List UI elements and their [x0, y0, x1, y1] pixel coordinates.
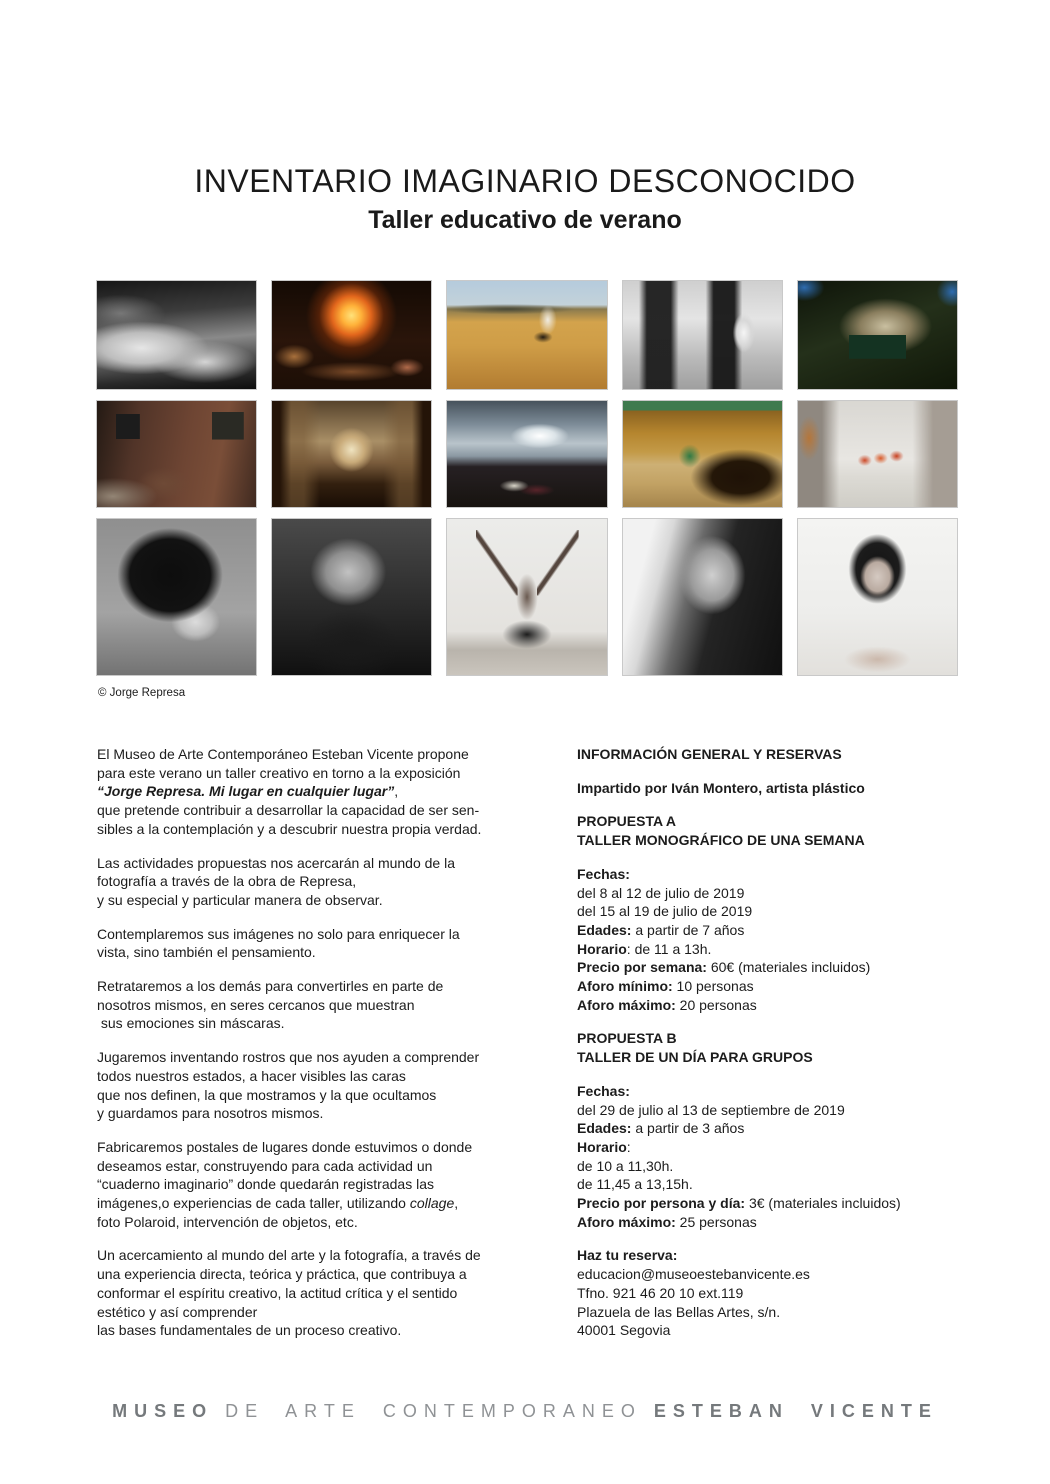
paragraph: [97, 925, 562, 962]
text-line: Impartido por Iván Montero, artista plástico: [577, 779, 865, 796]
footer-museo: MUSEO: [112, 1401, 214, 1421]
info-block: [577, 1082, 987, 1232]
photo-elder: [622, 518, 783, 676]
text-line: INFORMACIÓN GENERAL Y RESERVAS: [577, 746, 842, 762]
text-line: fotografía a través de la obra de Represa,: [97, 873, 357, 890]
text-line: Retrataremos a los demás para convertirles en parte de: [97, 978, 444, 995]
info-block: [577, 812, 987, 849]
text-line: del 29 de julio al 13 de septiembre de 2019: [577, 1101, 845, 1118]
text-line: Edades: a partir de 3 años: [577, 1120, 745, 1137]
text-line: conformar el espíritu creativo, la actitud crítica y el sentido: [97, 1284, 458, 1301]
text-line: estético y así comprender: [97, 1303, 258, 1320]
text-line: Plazuela de las Bellas Artes, s/n.: [577, 1303, 781, 1320]
text-line: Jugaremos inventando rostros que nos ayuden a comprender: [97, 1049, 480, 1066]
text-line: educacion@museoestebanvicente.es: [577, 1266, 810, 1283]
text-line: una experiencia directa, teórica y práctica, que contribuya a: [97, 1266, 467, 1283]
text-line: que pretende contribuir a desarrollar la capacidad de ser sen-: [97, 802, 480, 819]
text-line: Horario: de 11 a 13h.: [577, 940, 712, 957]
text-line: “cuaderno imaginario” donde quedarán registradas las: [97, 1176, 434, 1193]
gallery-row-2: [96, 400, 958, 508]
text-line: todos nuestros estados, a hacer visibles las caras: [97, 1067, 406, 1084]
photo-wall: [797, 280, 958, 390]
page-subtitle: Taller educativo de verano: [368, 206, 682, 234]
text-line: PROPUESTA B: [577, 1030, 677, 1047]
text-line: del 8 al 12 de julio de 2019: [577, 884, 745, 901]
text-line: foto Polaroid, intervención de objetos, etc.: [97, 1213, 358, 1230]
text-line: Aforo máximo: 25 personas: [577, 1213, 757, 1230]
intro-text-column: [97, 745, 562, 1355]
photo-hands: [271, 518, 432, 676]
text-line: Un acercamiento al mundo del arte y la fotografía, a través de: [97, 1247, 481, 1264]
photo-fireplace: [271, 280, 432, 390]
photo-arms: [446, 518, 607, 676]
text-line: Precio por persona y día: 3€ (materiales incluidos): [577, 1195, 901, 1212]
paragraph: [97, 745, 562, 839]
info-block: [577, 779, 987, 798]
text-line: 40001 Segovia: [577, 1322, 671, 1339]
info-block: [577, 865, 987, 1015]
gallery-row-3: [96, 518, 958, 676]
text-line: Fechas:: [577, 865, 630, 882]
text-line: del 15 al 19 de julio de 2019: [577, 903, 753, 920]
text-line: Aforo mínimo: 10 personas: [577, 978, 754, 995]
text-line: Edades: a partir de 7 años: [577, 921, 745, 938]
text-line: sibles a la contemplación y a descubrir nuestra propia verdad.: [97, 820, 482, 837]
paragraph: [97, 1048, 562, 1123]
text-line: de 10 a 11,30h.: [577, 1157, 674, 1174]
text-line: las bases fundamentales de un proceso creativo.: [97, 1322, 402, 1339]
photo-studio: [622, 400, 783, 508]
text-line: Haz tu reserva:: [577, 1247, 678, 1264]
text-line: que nos definen, la que mostramos y la que ocultamos: [97, 1086, 437, 1103]
photo-reflection: [96, 280, 257, 390]
text-line: Precio por semana: 60€ (materiales incluidos): [577, 959, 871, 976]
text-line: y guardamos para nosotros mismos.: [97, 1105, 324, 1122]
text-line: Horario:: [577, 1138, 631, 1155]
text-line: sus emociones sin máscaras.: [97, 1015, 285, 1032]
paragraph: [97, 977, 562, 1033]
text-line: Las actividades propuestas nos acercarán al mundo de la: [97, 854, 455, 871]
info-block: [577, 745, 987, 764]
photo-wheat: [446, 280, 607, 390]
text-line: Aforo máximo: 20 personas: [577, 996, 757, 1013]
text-line: Tfno. 921 46 20 10 ext.119: [577, 1284, 744, 1301]
text-line: El Museo de Arte Contemporáneo Esteban Vicente propone: [97, 746, 469, 762]
info-block: [577, 1246, 987, 1340]
text-line: Fechas:: [577, 1082, 630, 1099]
photo-parking: [446, 400, 607, 508]
photo-corridor: [271, 400, 432, 508]
gallery-row-1: [96, 280, 958, 390]
photo-gallery: [96, 280, 958, 686]
footer-esteban-vicente: ESTEBAN VICENTE: [653, 1401, 938, 1421]
text-line: deseamos estar, construyendo para cada actividad un: [97, 1157, 433, 1174]
page-title: INVENTARIO IMAGINARIO DESCONOCIDO: [194, 163, 856, 199]
museum-footer: [0, 1401, 1050, 1422]
photo-brick: [96, 400, 257, 508]
paragraph: [97, 854, 562, 910]
paragraph: [97, 1246, 562, 1340]
text-line: nosotros mismos, en seres cercanos que muestran: [97, 996, 415, 1013]
footer-de-arte-contemporaneo: DE ARTE CONTEMPORANEO: [225, 1401, 642, 1421]
text-line: para este verano un taller creativo en torno a la exposición: [97, 764, 461, 781]
text-line: Fabricaremos postales de lugares donde estuvimos o donde: [97, 1138, 473, 1155]
paragraph: [97, 1138, 562, 1232]
photo-trees: [622, 280, 783, 390]
photo-turban: [96, 518, 257, 676]
info-block: [577, 1029, 987, 1066]
info-reservations-column: [577, 745, 987, 1355]
text-line: imágenes,o experiencias de cada taller, utilizando collage,: [97, 1195, 459, 1212]
text-line: PROPUESTA A: [577, 813, 677, 830]
text-line: “Jorge Represa. Mi lugar en cualquier lugar”,: [97, 783, 399, 800]
text-line: TALLER DE UN DÍA PARA GRUPOS: [577, 1049, 813, 1066]
photo-credit: © Jorge Represa: [98, 687, 186, 699]
photo-snow: [797, 400, 958, 508]
text-line: Contemplaremos sus imágenes no solo para enriquecer la: [97, 925, 460, 942]
text-line: y su especial y particular manera de observar.: [97, 891, 383, 908]
text-line: de 11,45 a 13,15h.: [577, 1176, 693, 1193]
photo-woman: [797, 518, 958, 676]
text-line: TALLER MONOGRÁFICO DE UNA SEMANA: [577, 832, 865, 849]
text-line: vista, sino también el pensamiento.: [97, 944, 316, 961]
